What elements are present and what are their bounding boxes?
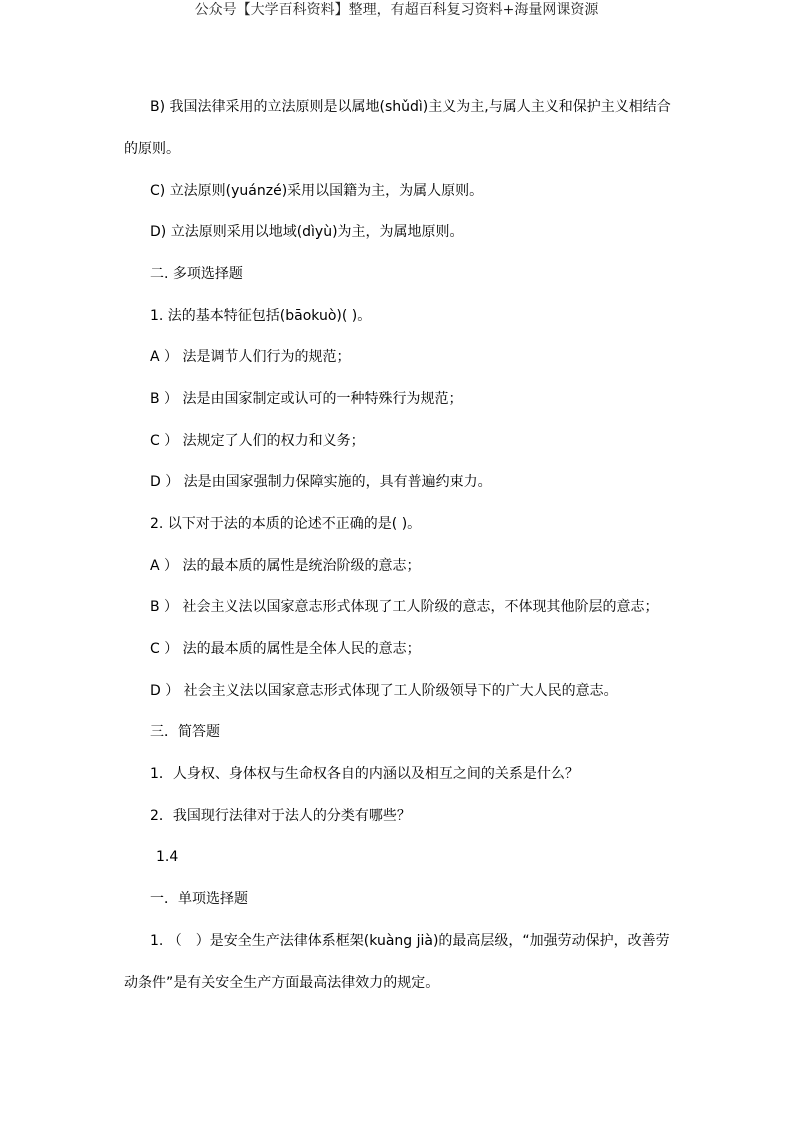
question-text: 动条件”是有关安全生产方面最高法律效力的规定。 xyxy=(124,975,440,991)
section-number: 1.4 xyxy=(156,849,179,865)
option-text: A ） 法是调节人们行为的规范； xyxy=(150,349,351,365)
option-text: B ） 法是由国家制定或认可的一种特殊行为规范； xyxy=(150,391,463,407)
option-text: B ） 社会主义法以国家意志形式体现了工人阶级的意志，不体现其他阶层的意志； xyxy=(150,599,659,615)
text-line: C) 立法原则(yuánzé)采用以国籍为主，为属人原则。 xyxy=(150,183,484,199)
text-line: D) 立法原则采用以地域(dìyù)为主，为属地原则。 xyxy=(150,224,464,240)
question-text: 1. 法的基本特征包括(bāokuò)( )。 xyxy=(150,308,372,324)
question-text: 2．我国现行法律对于法人的分类有哪些？ xyxy=(150,808,411,824)
option-text: C ） 法的最本质的属性是全体人民的意志； xyxy=(150,641,421,657)
section-heading: 二. 多项选择题 xyxy=(150,266,243,282)
question-text: 1．人身权、身体权与生命权各自的内涵以及相互之间的关系是什么？ xyxy=(150,766,579,782)
option-text: C ） 法规定了人们的权力和义务； xyxy=(150,433,365,449)
option-text: D ） 社会主义法以国家意志形式体现了工人阶级领导下的广大人民的意志。 xyxy=(150,683,618,699)
section-heading: 三．简答题 xyxy=(150,724,220,740)
section-heading: 一．单项选择题 xyxy=(150,891,248,907)
option-text: A ） 法的最本质的属性是统治阶级的意志； xyxy=(150,558,421,574)
question-text: 2. 以下对于法的本质的论述不正确的是( )。 xyxy=(150,516,422,532)
page-header: 公众号【大学百科资料】整理，有超百科复习资料+海量网课资源 xyxy=(194,2,599,18)
text-line: B) 我国法律采用的立法原则是以属地(shǔdì)主义为主,与属人主义和保护主义相结合 xyxy=(150,99,671,115)
option-text: D ） 法是由国家强制力保障实施的，具有普遍约束力。 xyxy=(150,474,492,490)
question-text: 1. （ ）是安全生产法律体系框架(kuàng jià)的最高层级，“加强劳动保护，改善劳 xyxy=(150,933,670,949)
text-line: 的原则。 xyxy=(124,141,180,157)
